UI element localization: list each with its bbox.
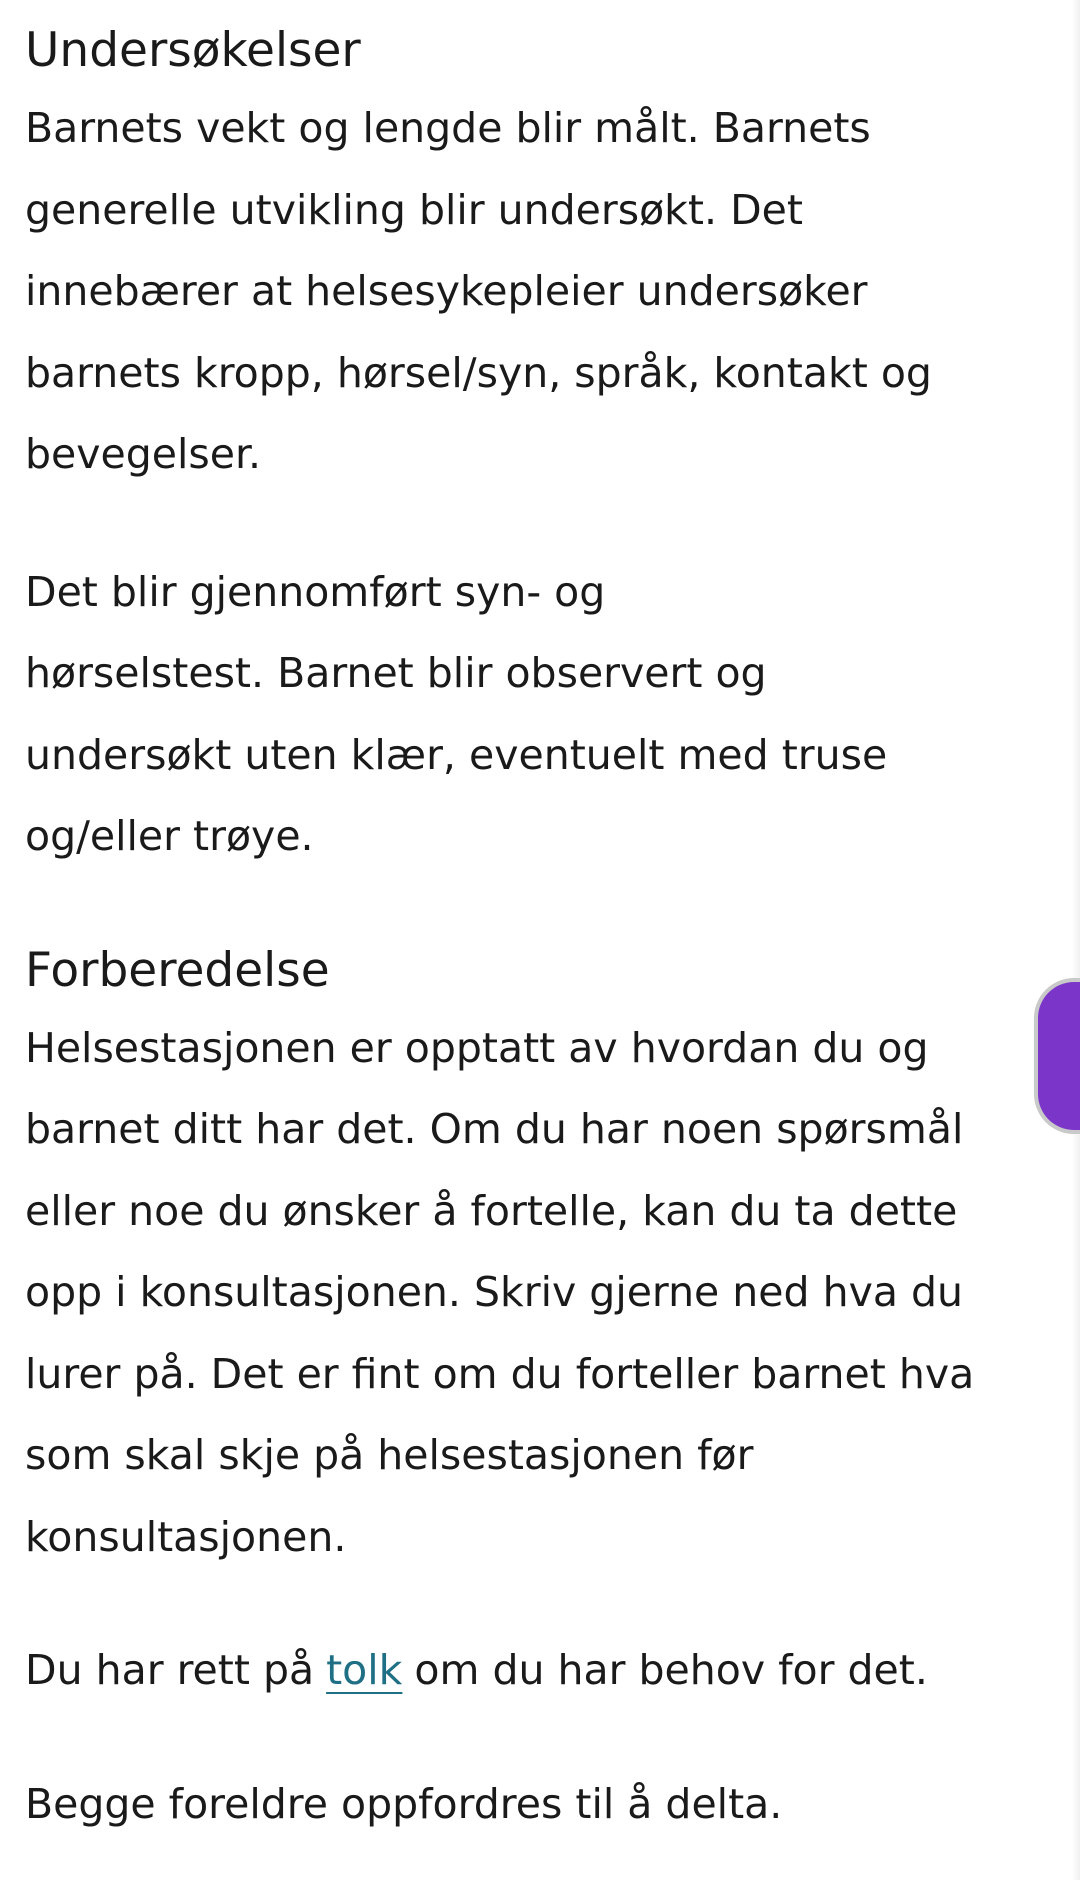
text-line: Helsestasjonen er opptatt av hvordan du og	[25, 1023, 929, 1072]
spacer	[25, 1578, 1045, 1630]
text-line: og/eller trøye.	[25, 812, 314, 860]
text-line: Det blir gjennomført syn- og	[25, 567, 606, 616]
spacer	[25, 1712, 1045, 1764]
text-line: som skal skje på helsestasjonen før	[25, 1431, 754, 1479]
text-line: innebærer at helsesykepleier undersøker	[25, 267, 868, 315]
text-line: lurer på. Det er fint om du forteller barnet hva	[25, 1349, 975, 1398]
preparation-paragraph-1	[25, 1008, 1045, 1579]
interpreter-text-after: om du har behov for det.	[414, 1646, 928, 1694]
page-edge-shadow	[1072, 0, 1080, 1880]
text-line: hørselstest. Barnet blir observert og	[25, 649, 767, 697]
spacer	[25, 878, 1045, 934]
interpreter-link[interactable]: tolk	[326, 1646, 403, 1694]
text-line: eller noe du ønsker å fortelle, kan du ta dette	[25, 1186, 958, 1235]
text-line: opp i konsultasjonen. Skriv gjerne ned hva du	[25, 1268, 963, 1316]
spacer	[25, 496, 1045, 552]
examinations-paragraph-1	[25, 88, 1045, 496]
text-line: konsultasjonen.	[25, 1512, 347, 1561]
both-parents-paragraph: Begge foreldre oppfordres til å delta.	[25, 1779, 783, 1828]
text-line: barnet ditt har det. Om du har noen spørsmål	[25, 1105, 964, 1153]
section-heading-examinations: Undersøkelser	[25, 23, 361, 78]
text-line: barnets kropp, hørsel/syn, språk, kontakt og	[25, 348, 932, 397]
text-line: Barnets vekt og lengde blir målt. Barnets	[25, 104, 871, 152]
text-line: undersøkt uten klær, eventuelt med truse	[25, 730, 888, 779]
interpreter-text-before: Du har rett på	[25, 1646, 315, 1694]
article-content	[25, 14, 1045, 1845]
text-line: generelle utvikling blir undersøkt. Det	[25, 185, 803, 234]
section-heading-preparation: Forberedelse	[25, 942, 330, 998]
text-line: bevegelser.	[25, 430, 262, 478]
side-pull-tab[interactable]	[1034, 978, 1080, 1134]
examinations-paragraph-2	[25, 552, 1045, 878]
interpreter-paragraph	[25, 1630, 1045, 1712]
